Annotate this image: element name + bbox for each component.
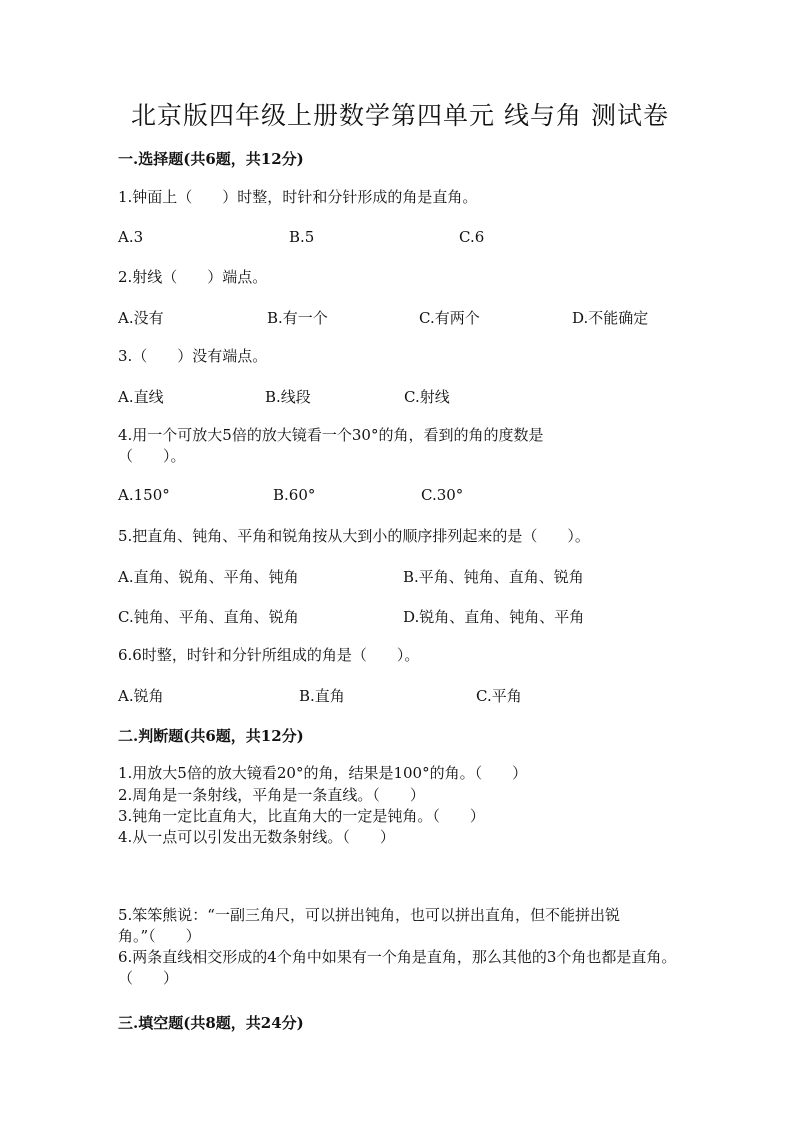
q4-option-c: C.30° bbox=[421, 486, 464, 504]
q5-option-b: B.平角、钝角、直角、锐角 bbox=[403, 568, 584, 586]
q2-option-d: D.不能确定 bbox=[572, 309, 649, 327]
section-header-judgment: 二.判断题(共6题，共12分) bbox=[118, 727, 304, 745]
page-title: 北京版四年级上册数学第四单元 线与角 测试卷 bbox=[131, 101, 669, 130]
q1-option-c: C.6 bbox=[459, 228, 485, 246]
judgment-item-4: 4.从一点可以引发出无数条射线。（ ） bbox=[118, 828, 395, 846]
question-6: 6.6时整，时针和分针所组成的角是（ ）。 bbox=[118, 646, 420, 664]
section-header-fill: 三.填空题(共8题，共24分) bbox=[118, 1014, 304, 1032]
question-5: 5.把直角、钝角、平角和锐角按从大到小的顺序排列起来的是（ ）。 bbox=[118, 527, 590, 545]
q3-option-b: B.线段 bbox=[265, 388, 311, 406]
question-3: 3.（ ）没有端点。 bbox=[118, 347, 268, 365]
q6-option-c: C.平角 bbox=[476, 687, 522, 705]
q4-option-a: A.150° bbox=[118, 486, 170, 504]
q2-option-a: A.没有 bbox=[118, 309, 164, 327]
q3-option-a: A.直线 bbox=[118, 388, 164, 406]
q4-option-b: B.60° bbox=[273, 486, 316, 504]
q2-option-b: B.有一个 bbox=[267, 309, 328, 327]
question-2: 2.射线（ ）端点。 bbox=[118, 268, 268, 286]
q5-option-d: D.锐角、直角、钝角、平角 bbox=[403, 608, 585, 626]
judgment-item-5: 5.笨笨熊说：“一副三角尺，可以拼出钝角，也可以拼出直角，但不能拼出锐角。”（ ） bbox=[118, 906, 620, 945]
q5-option-c: C.钝角、平角、直角、锐角 bbox=[118, 608, 299, 626]
q6-option-b: B.直角 bbox=[299, 687, 345, 705]
q2-option-c: C.有两个 bbox=[419, 309, 480, 327]
question-4-continued: （ ）。 bbox=[118, 447, 186, 465]
question-1: 1.钟面上（ ）时整，时针和分针形成的角是直角。 bbox=[118, 188, 478, 206]
q5-option-a: A.直角、锐角、平角、钝角 bbox=[118, 568, 299, 586]
judgment-item-3: 3.钝角一定比直角大，比直角大的一定是钝角。（ ） bbox=[118, 807, 485, 825]
q1-option-a: A.3 bbox=[118, 228, 144, 246]
judgment-item-2: 2.周角是一条射线，平角是一条直线。（ ） bbox=[118, 786, 425, 804]
q1-option-b: B.5 bbox=[289, 228, 315, 246]
judgment-item-6: 6.两条直线相交形成的4个角中如果有一个角是直角，那么其他的3个角也都是直角。（ ） bbox=[118, 948, 677, 987]
judgment-item-1: 1.用放大5倍的放大镜看20°的角，结果是100°的角。（ ） bbox=[118, 764, 528, 782]
q3-option-c: C.射线 bbox=[404, 388, 450, 406]
section-header-choice: 一.选择题(共6题，共12分) bbox=[118, 150, 304, 168]
question-4: 4.用一个可放大5倍的放大镜看一个30°的角，看到的角的度数是 bbox=[118, 426, 544, 444]
q6-option-a: A.锐角 bbox=[118, 687, 164, 705]
